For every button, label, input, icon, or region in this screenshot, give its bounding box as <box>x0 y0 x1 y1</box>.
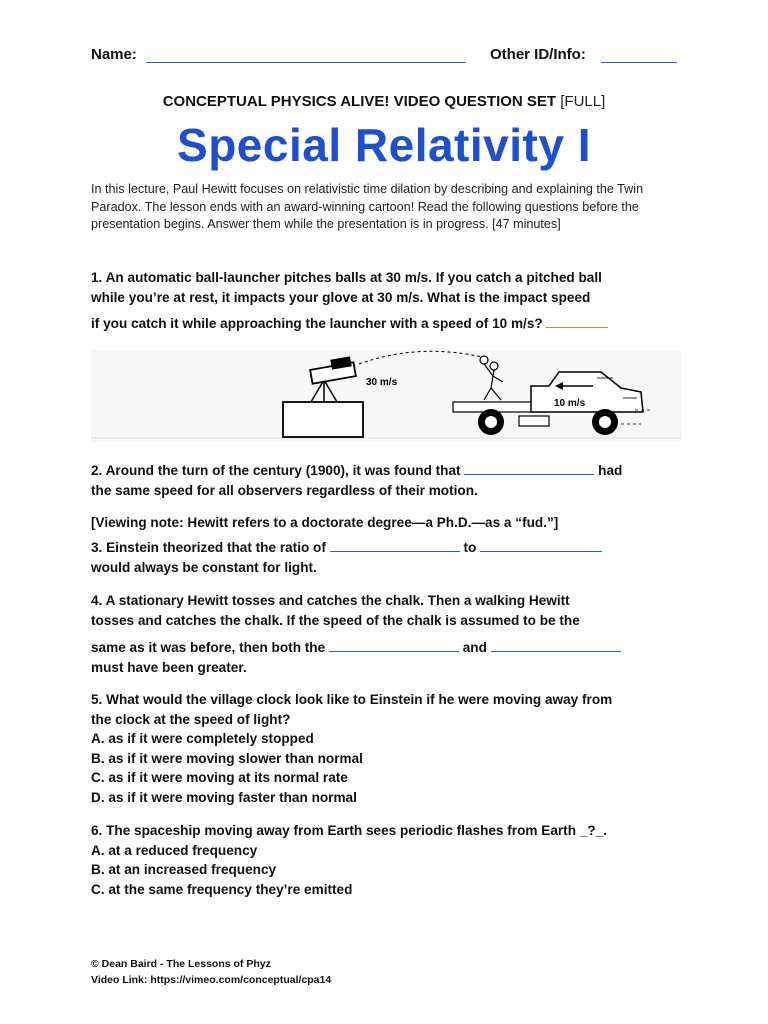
question-1 <box>91 268 691 307</box>
catcher-head <box>490 362 498 370</box>
q3-text-b: to <box>463 540 477 555</box>
glove <box>480 356 488 364</box>
catcher-leg <box>484 388 491 400</box>
launcher-car-figure <box>91 350 681 442</box>
footer-video-link[interactable]: Video Link: https://vimeo.com/conceptual/cpa14 <box>91 974 332 986</box>
q6-choice-a[interactable]: A. at a reduced frequency <box>91 842 258 858</box>
series-tag: [FULL] <box>560 93 606 110</box>
ball-speed-label: 30 m/s <box>366 377 398 388</box>
q1-line2: while you’re at rest, it impacts your glove at 30 m/s. What is the impact speed <box>91 289 591 305</box>
q2-text-a: 2. Around the turn of the century (1900), it was found that <box>91 463 461 478</box>
car-bumper <box>519 416 549 426</box>
q2-line2: the same speed for all observers regardless of their motion. <box>91 482 478 498</box>
footer-credit: © Dean Baird - The Lessons of Phyz <box>91 958 271 970</box>
q1-line3: if you catch it while approaching the launcher with a speed of 10 m/s? <box>91 316 543 331</box>
viewing-note: [Viewing note: Hewitt refers to a doctorate degree—a Ph.D.—as a “fud.”] <box>91 515 559 530</box>
catcher-leg <box>491 388 501 400</box>
name-field[interactable] <box>146 62 466 63</box>
q5-line1: 5. What would the village clock look like to Einstein if he were moving away from <box>91 692 613 707</box>
series-title: CONCEPTUAL PHYSICS ALIVE! VIDEO QUESTION SET <box>162 93 557 110</box>
other-id-label: Other ID/Info: <box>490 46 586 63</box>
footer <box>91 956 331 988</box>
q4-line2: tosses and catches the chalk. If the speed of the chalk is assumed to be the <box>91 612 580 628</box>
q1-line1: 1. An automatic ball-launcher pitches balls at 30 m/s. If you catch a pitched ball <box>91 270 602 285</box>
question-2 <box>91 461 691 500</box>
question-4 <box>91 591 691 630</box>
other-id-field[interactable] <box>601 62 677 63</box>
q4-answer-row <box>91 638 691 677</box>
q4-line1: 4. A stationary Hewitt tosses and catches the chalk. Then a walking Hewitt <box>91 593 570 608</box>
car-speed-label: 10 m/s <box>554 398 586 409</box>
q4-text-a: same as it was before, then both the <box>91 640 326 655</box>
question-3 <box>91 538 691 577</box>
q1-line3-row <box>91 314 691 334</box>
q3-text-a: 3. Einstein theorized that the ratio of <box>91 540 326 555</box>
q4-answer-blank-2[interactable] <box>491 651 621 652</box>
q4-answer-blank-1[interactable] <box>329 651 459 652</box>
q3-answer-blank-2[interactable] <box>480 551 602 552</box>
ball-trajectory <box>359 351 486 364</box>
rear-wheel-hub <box>485 416 497 428</box>
car-body <box>531 372 643 412</box>
q5-choice-a[interactable]: A. as if it were completely stopped <box>91 731 314 746</box>
name-label: Name: <box>91 46 137 63</box>
q1-answer-blank[interactable] <box>546 327 608 328</box>
page-title: Special Relativity I <box>177 119 591 171</box>
q4-text-b: and <box>462 640 487 655</box>
q2-answer-blank[interactable] <box>464 474 594 475</box>
series-heading <box>0 93 768 110</box>
front-wheel-hub <box>599 416 611 428</box>
launcher-pedestal <box>283 402 363 437</box>
q3-line2: would always be constant for light. <box>91 559 317 575</box>
catcher-body <box>491 370 494 388</box>
q6-choice-c[interactable]: C. at the same frequency they’re emitted <box>91 881 353 897</box>
q5-choice-d[interactable]: D. as if it were moving faster than normal <box>91 789 357 805</box>
question-6 <box>91 821 691 899</box>
q5-line2: the clock at the speed of light? <box>91 711 291 727</box>
q2-text-b: had <box>598 463 623 478</box>
question-5 <box>91 690 691 807</box>
tripod-leg <box>324 380 337 402</box>
q6-line1: 6. The spaceship moving away from Earth sees periodic flashes from Earth _?_. <box>91 823 607 838</box>
q4-line4: must have been greater. <box>91 659 247 675</box>
q3-answer-blank-1[interactable] <box>330 551 460 552</box>
figure-panel <box>91 350 681 442</box>
intro-paragraph: In this lecture, Paul Hewitt focuses on relativistic time dilation by describing and explaining the Twin Paradox. The lesson ends with an award-winning cartoon! Read the following questions before the presentation begins. Answer them while the presentation is in progress. [47 minutes] <box>91 182 644 231</box>
q5-choice-c[interactable]: C. as if it were moving at its normal rate <box>91 770 348 785</box>
q5-choice-b[interactable]: B. as if it were moving slower than normal <box>91 750 363 766</box>
catcher-arm <box>493 376 503 382</box>
q6-choice-b[interactable]: B. at an increased frequency <box>91 862 277 877</box>
